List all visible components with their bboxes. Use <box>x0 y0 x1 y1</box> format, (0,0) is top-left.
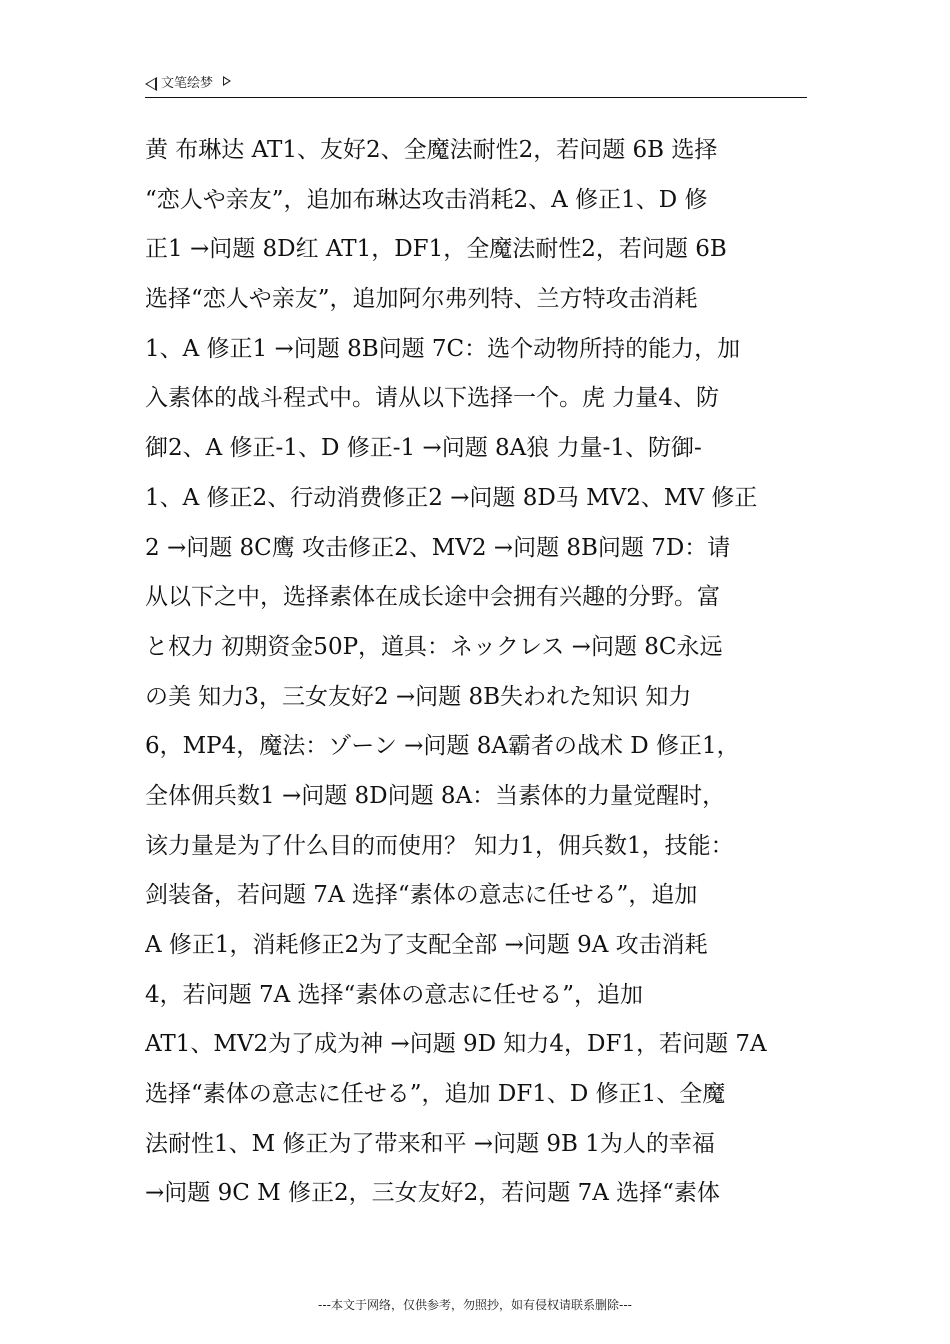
body-line: 从以下之中，选择素体在成长途中会拥有兴趣的分野。富 <box>145 584 720 611</box>
body-line: 1、A 修正2、行动消费修正2 →问题 8D马 MV2、MV 修正 <box>145 484 758 511</box>
header-divider <box>145 97 807 98</box>
body-line: 6，MP4，魔法：ゾーン →问题 8A霸者の战术 D 修正1， <box>145 733 740 760</box>
body-line: AT1、MV2为了成为神 →问题 9D 知力4，DF1，若问题 7A <box>145 1031 767 1058</box>
body-line: 2 →问题 8C鹰 攻击修正2、MV2 →问题 8B问题 7D：请 <box>145 534 731 561</box>
body-line: 选择“素体の意志に任せる”，追加 DF1、D 修正1、全魔 <box>145 1081 726 1108</box>
right-triangle-icon <box>223 76 231 86</box>
body-line: の美 知力3，三女友好2 →问题 8B失われた知识 知力 <box>145 683 692 710</box>
body-line: 该力量是为了什么目的而使用？ 知力1，佣兵数1，技能： <box>145 832 734 859</box>
body-line: 4，若问题 7A 选择“素体の意志に任せる”，追加 <box>145 981 644 1008</box>
body-line: “恋人や亲友”，追加布琳达攻击消耗2、A 修正1、D 修 <box>145 186 708 213</box>
brand-name: 文笔绘梦 <box>161 76 214 91</box>
body-line: A 修正1，消耗修正2为了支配全部 →问题 9A 攻击消耗 <box>145 932 708 958</box>
header-brand <box>145 74 807 94</box>
page-header <box>145 74 807 98</box>
body-line: 法耐性1、M 修正为了带来和平 →问题 9B 1为人的幸福 <box>145 1130 715 1157</box>
body-line: 黄 布琳达 AT1、友好2、全魔法耐性2，若问题 6B 选择 <box>145 137 718 163</box>
left-triangle-icon <box>145 77 157 91</box>
body-line: 全体佣兵数1 →问题 8D问题 8A：当素体的力量觉醒时， <box>145 782 726 809</box>
document-body <box>145 126 809 1219</box>
body-line: 正1 →问题 8D红 AT1，DF1，全魔法耐性2，若问题 6B <box>145 236 727 263</box>
body-line: 选择“恋人や亲友”，追加阿尔弗列特、兰方特攻击消耗 <box>145 286 698 313</box>
body-line: と权力 初期资金50P，道具：ネックレス →问题 8C永远 <box>145 633 723 660</box>
body-line: 1、A 修正1 →问题 8B问题 7C：选个动物所持的能力，加 <box>145 335 741 362</box>
body-line: 剑装备，若问题 7A 选择“素体の意志に任せる”，追加 <box>145 882 698 909</box>
body-line: 入素体的战斗程式中。请从以下选择一个。虎 力量4、防 <box>145 385 719 412</box>
body-line: 御2、A 修正-1、D 修正-1 →问题 8A狼 力量-1、防御- <box>145 435 702 462</box>
body-line: →问题 9C M 修正2，三女友好2，若问题 7A 选择“素体 <box>145 1180 720 1207</box>
footer-notice: ---本文于网络，仅供参考，勿照抄，如有侵权请联系删除--- <box>318 1298 632 1312</box>
